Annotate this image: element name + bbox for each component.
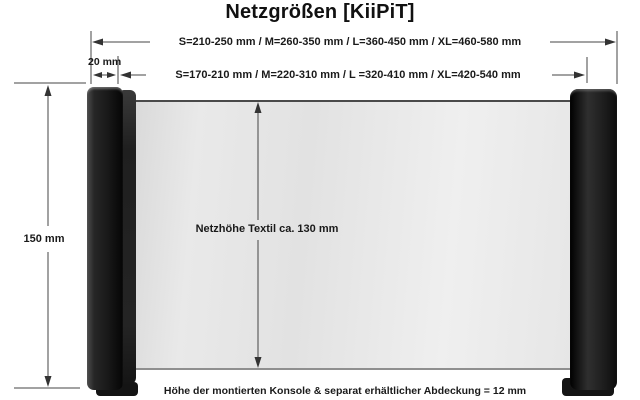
total-height-label: 150 mm [23, 233, 65, 245]
page-title: Netzgrößen [KiiPiT] [225, 1, 415, 23]
footer-note: Höhe der montierten Konsole & separat erhältlicher Abdeckung = 12 mm [163, 385, 527, 397]
inner-width-label: S=170-210 mm / M=220-310 mm / L =320-410 mm / XL=420-540 mm [175, 69, 521, 81]
net-height-label: Netzhöhe Textil ca. 130 mm [195, 223, 339, 235]
outer-width-label: S=210-250 mm / M=260-350 mm / L=360-450 mm / XL=460-580 mm [178, 36, 522, 48]
console-width-label: 20 mm [88, 56, 122, 68]
